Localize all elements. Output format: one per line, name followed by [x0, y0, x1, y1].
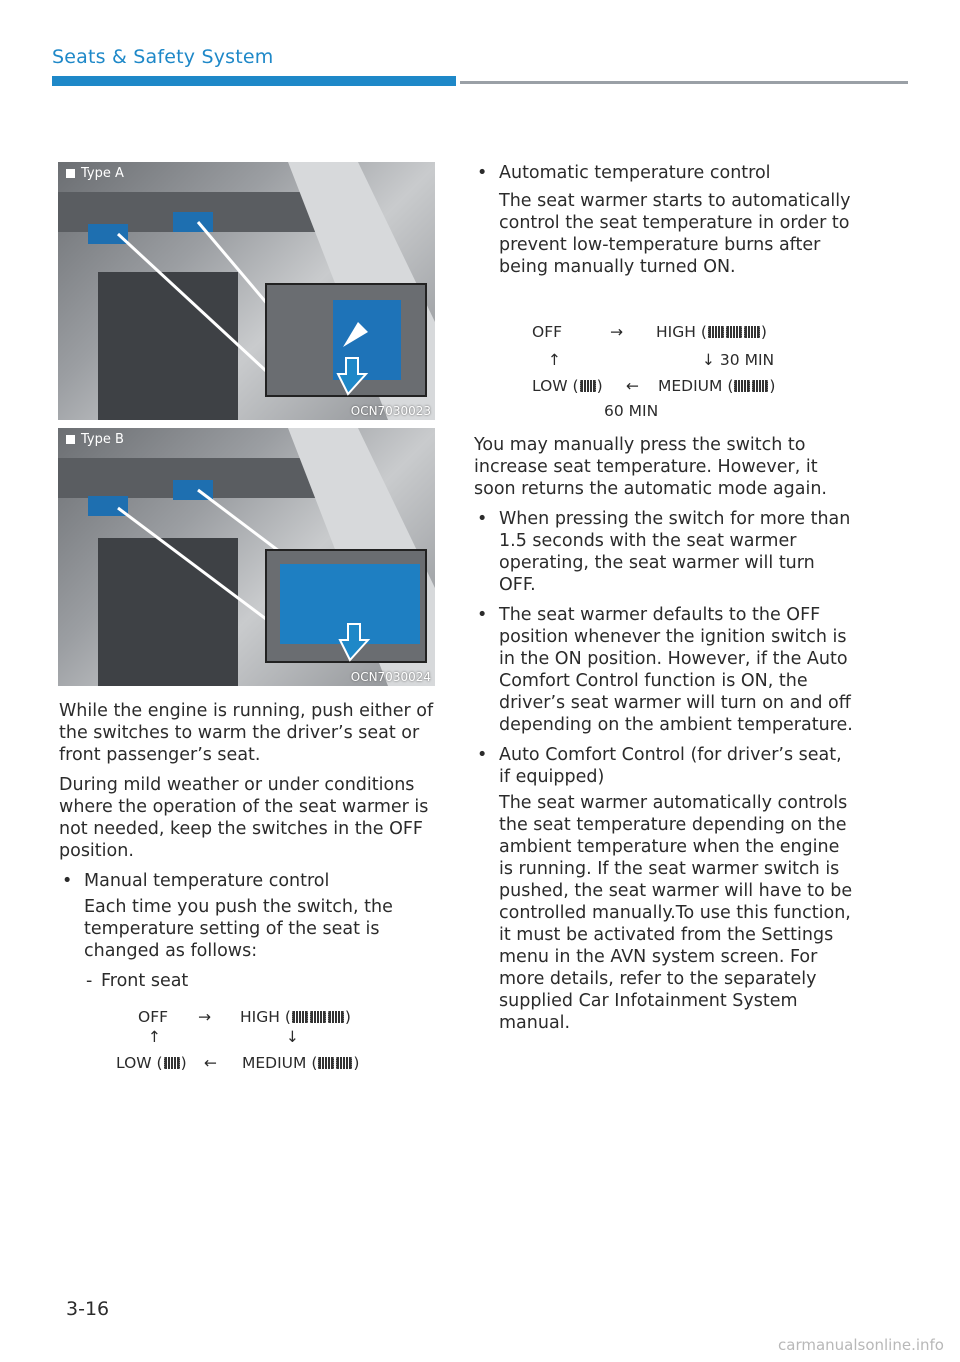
flow-off: OFF [532, 323, 563, 341]
heat-icon [164, 1057, 180, 1069]
heat-icon [310, 1011, 326, 1023]
bullet-text: When pressing the switch for more than 1.5 seconds with the seat warmer operating, the seat warmer will turn OFF. [499, 509, 851, 595]
heat-icon [292, 1011, 308, 1023]
figure-label: Type B [66, 432, 124, 447]
bullet-dot: • [477, 745, 488, 765]
bullet-dot: • [477, 605, 488, 625]
paragraph: While the engine is running, push either of the switches to warm the driver’s seat or front passenger’s seat. [59, 701, 434, 765]
flow-off: OFF [138, 1008, 169, 1026]
heat-icon [336, 1057, 352, 1069]
auto-flow-diagram [470, 323, 910, 423]
figure-code: OCN7030023 [350, 404, 431, 418]
flow-arrow-right: → [198, 1008, 211, 1026]
flow-high: HIGH ( ) [240, 1008, 351, 1026]
heat-icon [708, 326, 724, 338]
heat-icon [744, 326, 760, 338]
bullet-item [474, 508, 854, 596]
manual-flow-diagram [0, 1008, 440, 1078]
bullet-body: The seat warmer starts to automatically control the seat temperature in order to prevent low-temperature burns after being manually turned ON. [499, 191, 851, 277]
paragraph: During mild weather or under conditions where the operation of the seat warmer is not needed, keep the switches in the OFF position. [59, 775, 429, 861]
bullet-item [59, 870, 434, 892]
heat-icon [580, 380, 596, 392]
section-title: Seats & Safety System [52, 46, 274, 68]
flow-high: HIGH ( ) [656, 323, 767, 341]
dash-text: Front seat [101, 971, 189, 991]
watermark: carmanualsonline.info [778, 1336, 944, 1354]
figure-label: Type A [66, 166, 124, 181]
flow-30-min: ↓ 30 MIN [702, 351, 775, 369]
flow-arrow-up: ↑ [148, 1028, 161, 1046]
left-column-text [59, 700, 434, 1000]
bullet-title: Auto Comfort Control (for driver’s seat, if equipped) [499, 745, 842, 787]
flow-low: LOW ( ) [116, 1054, 187, 1072]
bullet-dot: • [477, 509, 488, 529]
heat-icon [328, 1011, 344, 1023]
heat-icon [752, 380, 768, 392]
right-column-top [474, 162, 854, 286]
figure-code: OCN7030024 [350, 670, 431, 684]
console-illustration-b [58, 428, 435, 686]
flow-60-min: 60 MIN [604, 402, 659, 420]
page-number: 3-16 [66, 1298, 110, 1320]
bullet-title: Manual temperature control [84, 871, 330, 891]
flow-arrow-up: ↑ [548, 351, 561, 369]
bullet-item [474, 162, 854, 184]
heat-icon [726, 326, 742, 338]
figure-type-a [58, 162, 435, 420]
bullet-dot: • [62, 871, 73, 891]
flow-arrow-left: ← [204, 1054, 217, 1072]
bullet-item [474, 604, 854, 736]
heat-icon [734, 380, 750, 392]
flow-arrow-down: ↓ [286, 1028, 299, 1046]
bullet-body: The seat warmer automatically controls the seat temperature depending on the ambient temperature when the engine is running. If the seat warmer switch is pushed, the seat warmer will have to be controlled manually.To use this function, it must be activated from the Settings menu in the AVN system screen. For more details, refer to the separately supplied Car Infotainment System manual. [499, 793, 853, 1033]
flow-medium: MEDIUM ( ) [242, 1054, 360, 1072]
bullet-item [474, 744, 854, 788]
bullet-text: The seat warmer defaults to the OFF position whenever the ignition switch is in the ON position. However, if the Auto Comfort Control function is ON, the driver’s seat warmer will turn on and off depending on the ambient temperature. [499, 605, 853, 735]
header-bar-gray [460, 81, 908, 84]
figure-type-b [58, 428, 435, 686]
paragraph: You may manually press the switch to increase seat temperature. However, it soon returns the automatic mode again. [474, 435, 827, 499]
bullet-title: Automatic temperature control [499, 163, 771, 183]
heat-icon [318, 1057, 334, 1069]
flow-medium: MEDIUM ( ) [658, 377, 776, 395]
right-column-bottom [474, 434, 854, 1042]
flow-low: LOW ( ) [532, 377, 603, 395]
bullet-body: Each time you push the switch, the temperature setting of the seat is changed as follows: [84, 897, 393, 961]
dash-symbol: - [86, 971, 93, 991]
dash-item [59, 970, 434, 992]
bullet-dot: • [477, 163, 488, 183]
flow-arrow-left: ← [626, 377, 639, 395]
console-illustration-a [58, 162, 435, 420]
flow-arrow-right: → [610, 323, 623, 341]
header-bar-blue [52, 76, 456, 86]
